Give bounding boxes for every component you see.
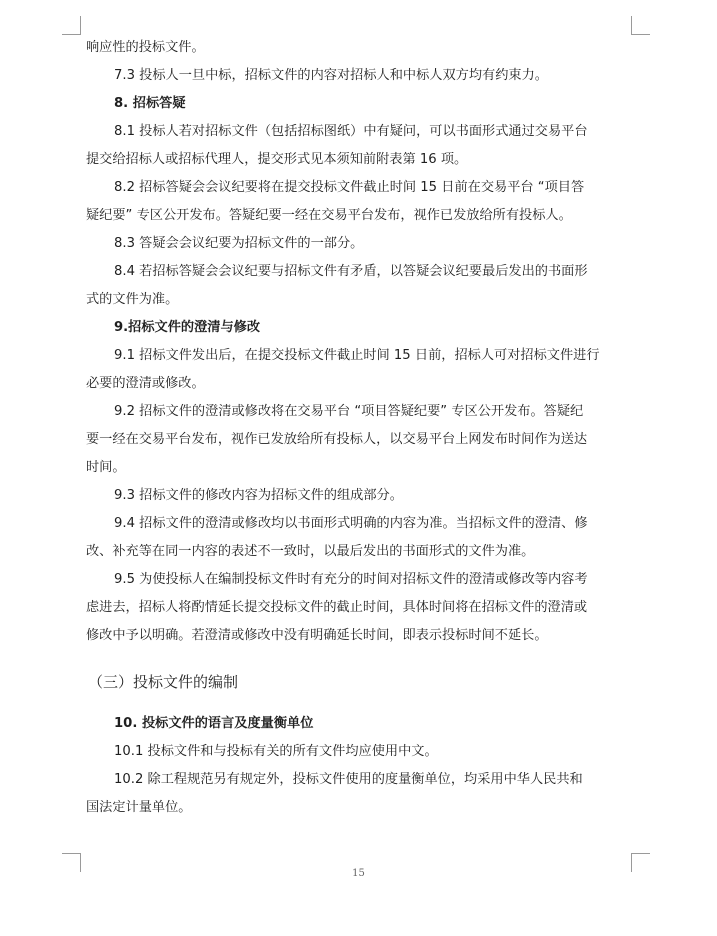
text-line: 响应性的投标文件。 xyxy=(86,40,205,55)
text-line: 虑进去，招标人将酌情延长提交投标文件的截止时间，具体时间将在招标文件的澄清或 xyxy=(86,600,588,615)
paragraph-heading: 8. 招标答疑 xyxy=(114,96,186,111)
text-line: 9.4 招标文件的澄清或修改均以书面形式明确的内容为准。当招标文件的澄清、修 xyxy=(114,516,588,531)
text-line: 8.3 答疑会会议纪要为招标文件的一部分。 xyxy=(114,236,364,251)
text-line: 9.1 招标文件发出后，在提交投标文件截止时间 15 日前，招标人可对招标文件进行 xyxy=(114,348,600,363)
text-line: 时间。 xyxy=(86,460,126,475)
text-line: 10.1 投标文件和与投标有关的所有文件均应使用中文。 xyxy=(114,744,438,759)
text-block-bid-language xyxy=(86,710,631,822)
text-line: 7.3 投标人一旦中标，招标文件的内容对招标人和中标人双方均有约束力。 xyxy=(114,68,548,83)
text-line: 8.2 招标答疑会会议纪要将在提交投标文件截止时间 15 日前在交易平台 “项目答 xyxy=(114,180,585,195)
text-line: 8.1 投标人若对招标文件（包括招标图纸）中有疑问，可以书面形式通过交易平台 xyxy=(114,124,588,139)
text-line: 改、补充等在同一内容的表述不一致时，以最后发出的书面形式的文件为准。 xyxy=(86,544,535,559)
text-line: 10.2 除工程规范另有规定外，投标文件使用的度量衡单位，均采用中华人民共和 xyxy=(114,772,583,787)
text-line: 9.2 招标文件的澄清或修改将在交易平台 “项目答疑纪要” 专区公开发布。答疑纪 xyxy=(114,404,584,419)
text-line: 国法定计量单位。 xyxy=(86,800,192,815)
text-line: 8.4 若招标答疑会会议纪要与招标文件有矛盾，以答疑会议纪要最后发出的书面形 xyxy=(114,264,588,279)
paragraph-heading: 10. 投标文件的语言及度量衡单位 xyxy=(114,716,314,731)
text-line: 必要的澄清或修改。 xyxy=(86,376,205,391)
text-line: 提交给招标人或招标代理人，提交形式见本须知前附表第 16 项。 xyxy=(86,152,468,167)
paragraph-heading: 9.招标文件的澄清与修改 xyxy=(114,320,261,335)
text-line: 疑纪要” 专区公开发布。答疑纪要一经在交易平台发布，视作已发放给所有投标人。 xyxy=(86,208,572,223)
section-heading: （三）投标文件的编制 xyxy=(88,673,239,691)
crop-mark-top-right xyxy=(631,16,650,35)
text-line: 要一经在交易平台发布，视作已发放给所有投标人，以交易平台上网发布时间作为送达 xyxy=(86,432,588,447)
crop-mark-top-left xyxy=(62,16,81,35)
text-line: 式的文件为准。 xyxy=(86,292,179,307)
text-line: 9.5 为使投标人在编制投标文件时有充分的时间对招标文件的澄清或修改等内容考 xyxy=(114,572,588,587)
text-line: 修改中予以明确。若澄清或修改中没有明确延长时间，即表示投标时间不延长。 xyxy=(86,628,548,643)
page-number: 15 xyxy=(352,868,365,879)
text-line: 9.3 招标文件的修改内容为招标文件的组成部分。 xyxy=(114,488,403,503)
document-body xyxy=(86,34,631,822)
text-block-bidding-clarification xyxy=(86,34,631,650)
